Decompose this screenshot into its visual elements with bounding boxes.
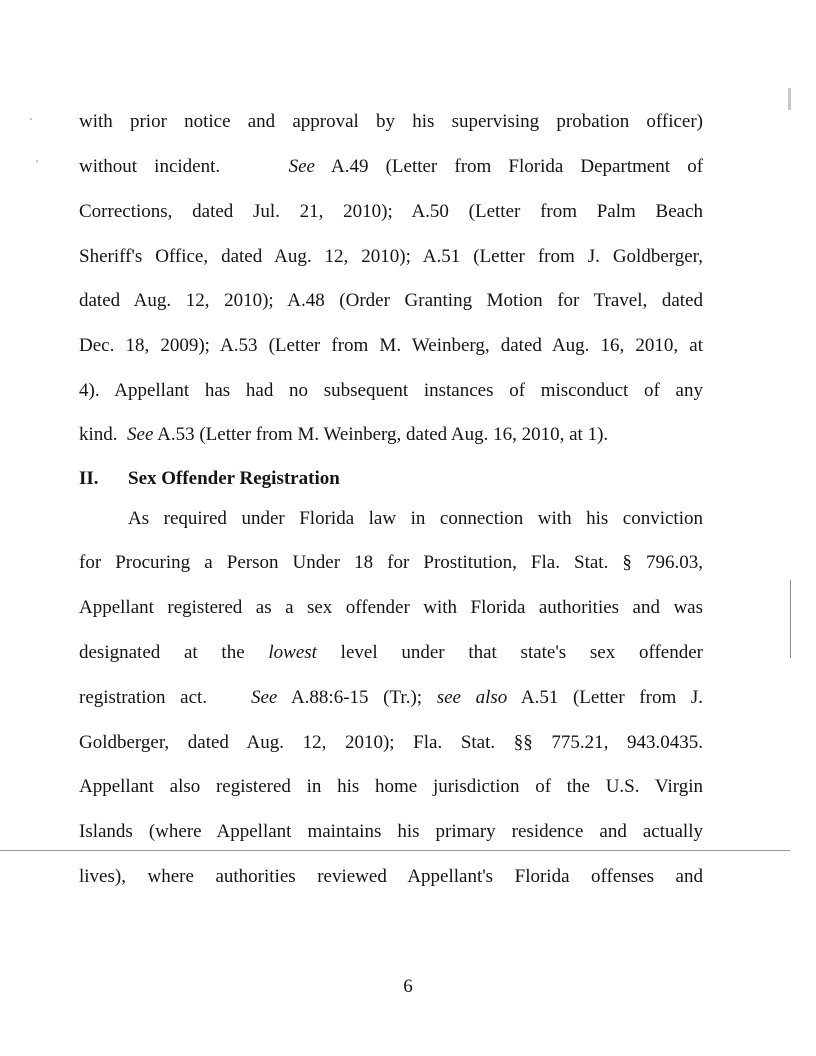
- section-number: II.: [79, 468, 99, 489]
- body-line: Sheriff's Office, dated Aug. 12, 2010); A.51 (Letter from J. Goldberger,: [79, 246, 703, 267]
- scan-mark: [788, 88, 791, 110]
- body-line: 4). Appellant has had no subsequent instances of misconduct of any: [79, 380, 703, 401]
- section-heading: [79, 467, 340, 491]
- body-line: Islands (where Appellant maintains his primary residence and actually: [79, 821, 703, 842]
- body-line: Goldberger, dated Aug. 12, 2010); Fla. Stat. §§ 775.21, 943.0435.: [79, 732, 703, 753]
- scan-mark: [36, 160, 38, 162]
- scan-mark: [30, 118, 32, 120]
- body-line: designated at the lowest level under that state's sex offender: [79, 642, 703, 663]
- body-line: Appellant registered as a sex offender with Florida authorities and was: [79, 597, 703, 618]
- body-line: kind. See A.53 (Letter from M. Weinberg, dated Aug. 16, 2010, at 1).: [79, 424, 609, 445]
- scan-mark: [790, 580, 791, 658]
- scan-line-divider: [0, 850, 790, 851]
- body-line: registration act. See A.88:6-15 (Tr.); see also A.51 (Letter from J.: [79, 687, 704, 708]
- body-line: without incident. See A.49 (Letter from Florida Department of: [79, 156, 704, 177]
- body-line: Dec. 18, 2009); A.53 (Letter from M. Weinberg, dated Aug. 16, 2010, at: [79, 335, 703, 356]
- body-line: dated Aug. 12, 2010); A.48 (Order Granting Motion for Travel, dated: [79, 290, 703, 311]
- page-number: 6: [403, 976, 413, 997]
- body-line: for Procuring a Person Under 18 for Prostitution, Fla. Stat. § 796.03,: [79, 552, 703, 573]
- body-line: As required under Florida law in connection with his conviction: [128, 508, 703, 529]
- body-line: Appellant also registered in his home jurisdiction of the U.S. Virgin: [79, 776, 703, 797]
- body-line: with prior notice and approval by his supervising probation officer): [79, 111, 703, 132]
- body-line: Corrections, dated Jul. 21, 2010); A.50 (Letter from Palm Beach: [79, 201, 703, 222]
- section-title: Sex Offender Registration: [128, 468, 340, 489]
- body-line: lives), where authorities reviewed Appellant's Florida offenses and: [79, 866, 703, 887]
